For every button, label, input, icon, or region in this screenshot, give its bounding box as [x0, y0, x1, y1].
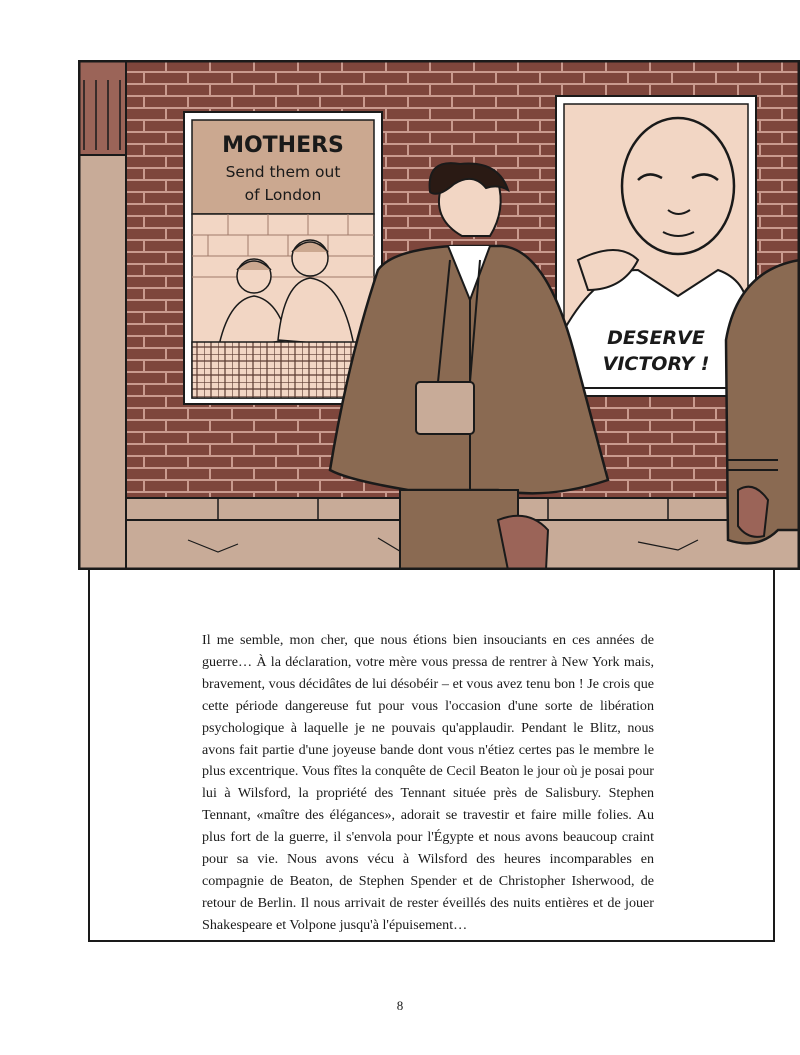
poster-line-1: Send them out [225, 163, 341, 181]
poster-deserve: DESERVE [607, 327, 705, 349]
poster-line-2: of London [244, 186, 322, 204]
camera-bag [416, 382, 474, 434]
comic-panel [78, 60, 800, 570]
poster-victory: VICTORY ! [602, 353, 710, 375]
panel-illustration [78, 60, 800, 570]
narration-paragraph: Il me semble, mon cher, que nous étions bien insouciants en ces années de guerre… À la déclaration, votre mère vous pressa de rentrer à New York mais, bravement, vous décidâtes de lui désobéir – et vous avez tenu bon ! Je crois que cette période dangereuse fut pour vous l'occasion d'une sorte de libération psychologique à laquelle je ne pouvais qu'applaudir. Pendant le Blitz, nous avons fait partie d'une joyeuse bande dont vous n'étiez certes pas le membre le plus excentrique. Vous fîtes la conquête de Cecil Beaton le jour où je posai pour lui à Wilsford, la propriété des Tennant située près de Salisbury. Stephen Tennant, «maître des élégances», adorait se travestir et faire mille folies. Au plus fort de la guerre, il s'envola pour l'Égypte et nous avons beaucoup craint pour sa vie. Nous avons vécu à Wilsford des heures incomparables en compagnie de Beaton, de Stephen Spender et de Christopher Isherwood, de retour de Berlin. Il nous arrivait de rester éveillés des nuits entières et de jouer Shakespeare et Volpone jusqu'à l'épuisement… [202, 632, 654, 933]
poster-headline: MOTHERS [222, 133, 344, 158]
narration-box [88, 570, 775, 942]
stone-pillar [78, 60, 126, 570]
page-number: 8 [396, 998, 404, 1013]
cropped-man-figure [726, 260, 800, 543]
